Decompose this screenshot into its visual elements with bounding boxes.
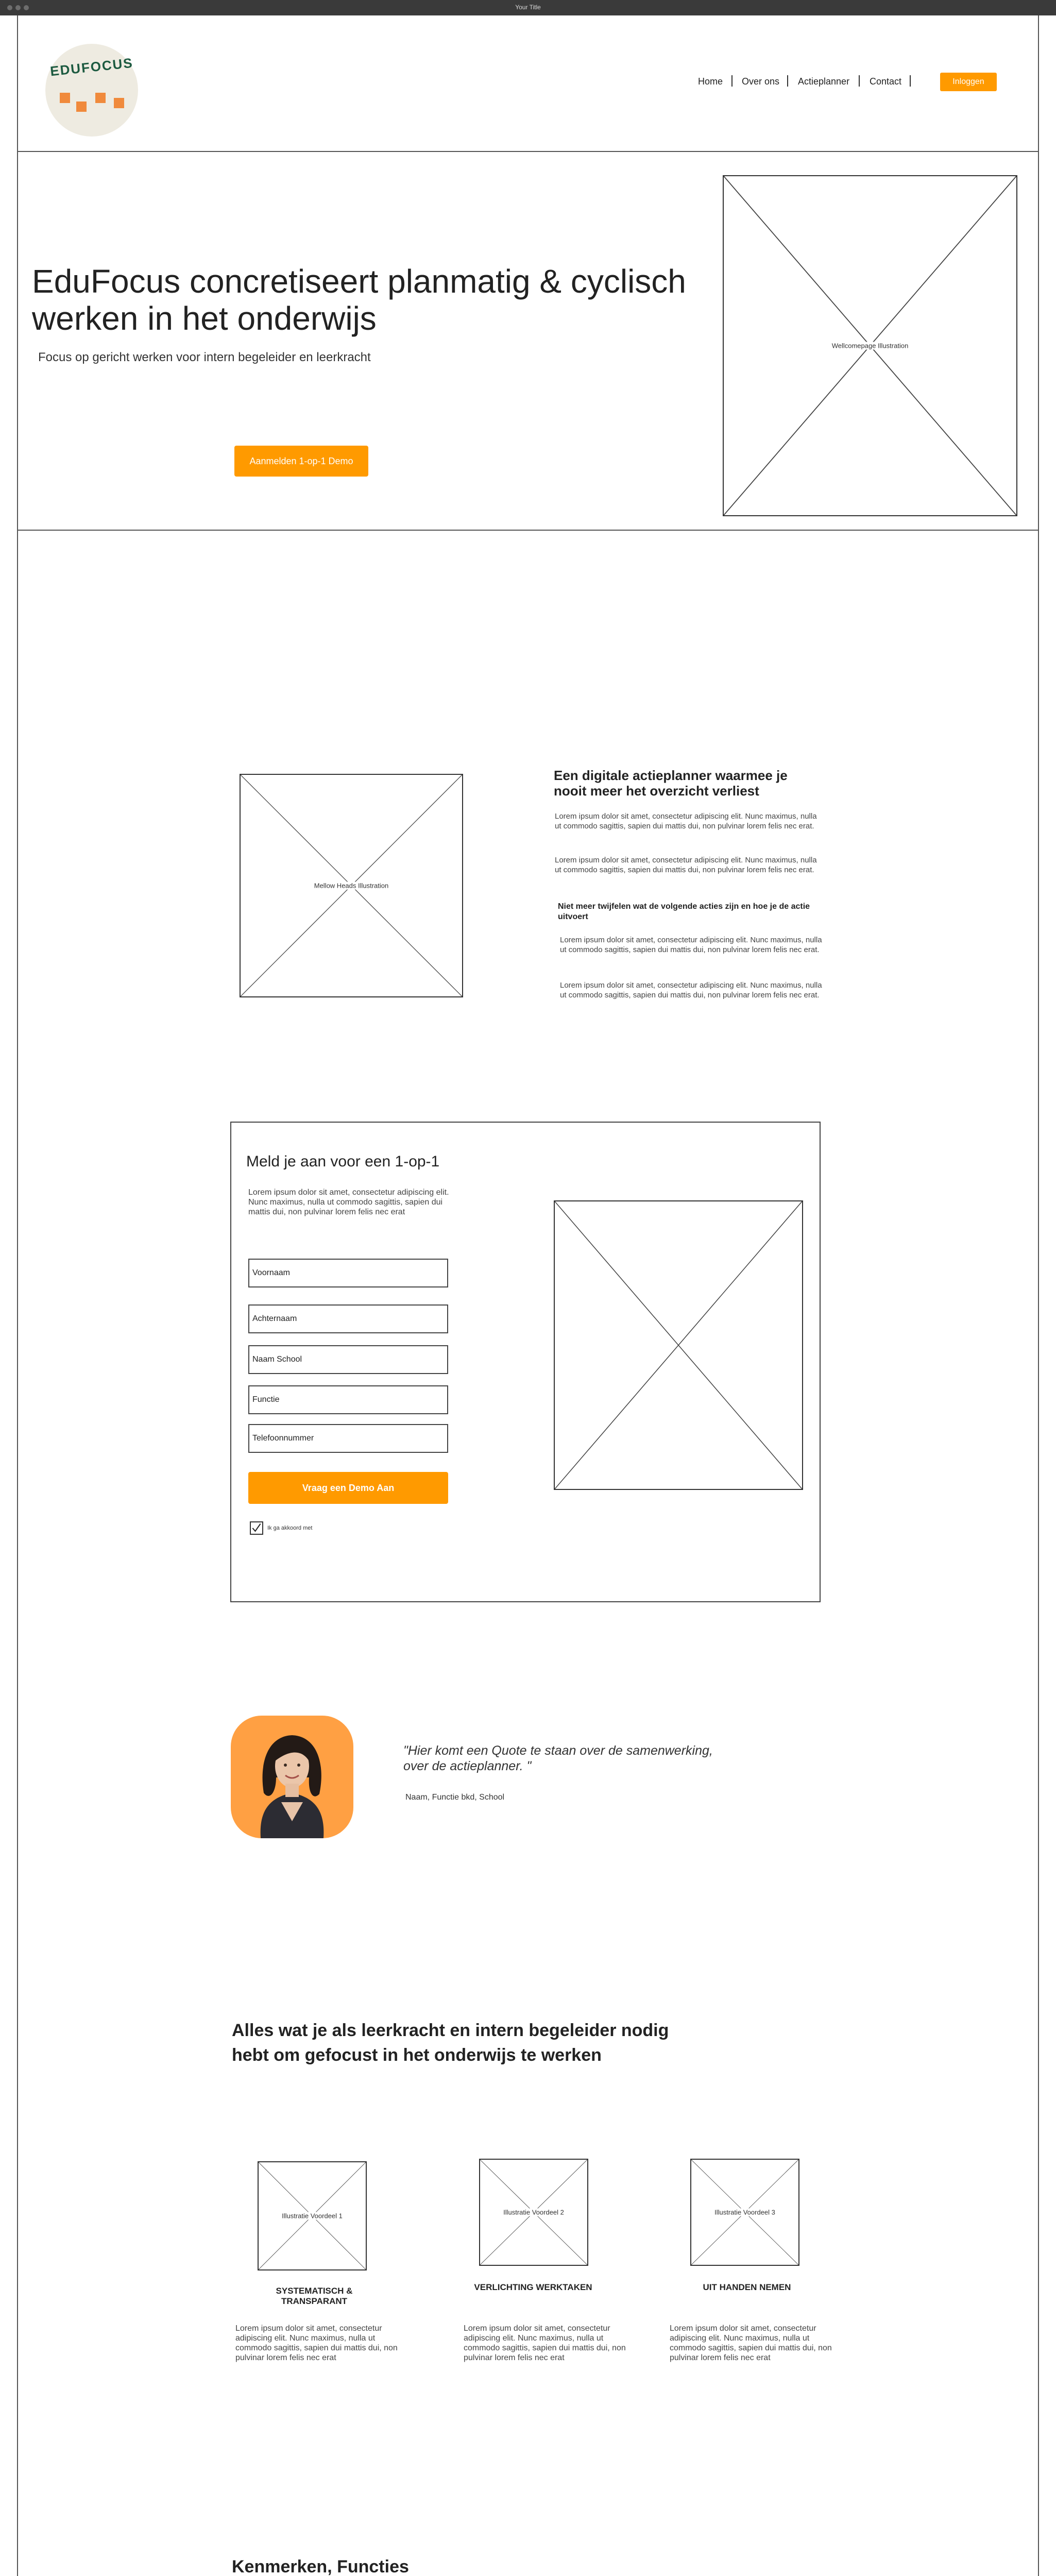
- form-description: Lorem ipsum dolor sit amet, consectetur adipiscing elit. Nunc maximus, nulla ut commodo sagittis, sapien dui mattis dui, non pulvinar lorem felis nec erat: [248, 1188, 449, 1216]
- feature-illustration-placeholder: [258, 2161, 367, 2270]
- login-button[interactable]: Inloggen: [940, 73, 997, 91]
- browser-title: Your Title: [515, 4, 541, 11]
- last-name-field[interactable]: Achternaam: [248, 1304, 448, 1333]
- nav-contact[interactable]: Contact: [870, 76, 902, 87]
- intro-paragraph: Lorem ipsum dolor sit amet, consectetur adipiscing elit. Nunc maximus, nulla ut commodo sagittis, sapien dui mattis dui, non pulvinar lorem felis nec erat.: [555, 812, 817, 831]
- consent-checkbox[interactable]: [250, 1521, 263, 1535]
- feature-illustration-label: Illustratie Voordeel 1: [282, 2212, 343, 2220]
- feature-text: Lorem ipsum dolor sit amet, consectetur adipiscing elit. Nunc maximus, nulla ut commodo sagittis, sapien dui mattis dui, non pulvinar lorem felis nec erat: [464, 2324, 626, 2362]
- intro-paragraph: Lorem ipsum dolor sit amet, consectetur adipiscing elit. Nunc maximus, nulla ut commodo sagittis, sapien dui mattis dui, non pulvinar lorem felis nec erat.: [555, 856, 817, 874]
- person-portrait-icon: [231, 1716, 353, 1838]
- nav-over-ons[interactable]: Over ons: [742, 76, 780, 87]
- hero-illustration-label: Wellcomepage Illustration: [831, 342, 909, 350]
- browser-title-bar: [0, 0, 1056, 15]
- testimonial-avatar: [231, 1716, 353, 1838]
- school-name-field[interactable]: Naam School: [248, 1345, 448, 1374]
- nav-home[interactable]: Home: [698, 76, 723, 87]
- nav-separator: [859, 75, 860, 87]
- testimonial-author: Naam, Functie bkd, School: [405, 1793, 505, 1802]
- form-title: Meld je aan voor een 1-op-1: [246, 1153, 440, 1170]
- feature-text: Lorem ipsum dolor sit amet, consectetur adipiscing elit. Nunc maximus, nulla ut commodo sagittis, sapien dui mattis dui, non pulvinar lorem felis nec erat: [235, 2324, 398, 2362]
- request-demo-button[interactable]: Vraag een Demo Aan: [248, 1472, 448, 1504]
- hero-demo-button[interactable]: Aanmelden 1-op-1 Demo: [234, 446, 368, 477]
- first-name-field[interactable]: Voornaam: [248, 1259, 448, 1287]
- intro-paragraph: Lorem ipsum dolor sit amet, consectetur adipiscing elit. Nunc maximus, nulla ut commodo sagittis, sapien dui mattis dui, non pulvinar lorem felis nec erat.: [560, 936, 822, 954]
- edufocus-logo[interactable]: [45, 44, 138, 137]
- intro-paragraph: Lorem ipsum dolor sit amet, consectetur adipiscing elit. Nunc maximus, nulla ut commodo sagittis, sapien dui mattis dui, non pulvinar lorem felis nec erat.: [560, 981, 822, 999]
- intro-illustration-label: Mellow Heads Illustration: [314, 882, 389, 890]
- logo-square-icon: [114, 98, 124, 108]
- intro-heading: Een digitale actieplanner waarmee je nooit meer het overzicht verliest: [554, 768, 788, 799]
- hero-subtitle: Focus op gericht werken voor intern begeleider en leerkracht: [38, 350, 371, 364]
- features-heading: Alles wat je als leerkracht en intern begeleider nodig hebt om gefocust in het onderwijs te werken: [232, 2021, 669, 2065]
- checkmark-icon: [251, 1522, 262, 1534]
- feature-title: UIT HANDEN NEMEN: [703, 2282, 791, 2292]
- phone-number-field[interactable]: Telefoonnummer: [248, 1424, 448, 1453]
- nav-separator: [910, 75, 911, 87]
- kenmerken-heading: Kenmerken, Functies: [232, 2557, 409, 2576]
- feature-illustration-placeholder: [479, 2159, 588, 2266]
- logo-square-icon: [60, 93, 70, 103]
- hero-illustration-placeholder: [723, 175, 1017, 516]
- logo-text: EDUFOCUS: [49, 55, 134, 79]
- feature-text: Lorem ipsum dolor sit amet, consectetur adipiscing elit. Nunc maximus, nulla ut commodo sagittis, sapien dui mattis dui, non pulvinar lorem felis nec erat: [670, 2324, 832, 2362]
- testimonial-quote: "Hier komt een Quote te staan over de samenwerking, over de actieplanner. ": [403, 1743, 713, 1773]
- nav-separator: [731, 75, 733, 87]
- hero-title: EduFocus concretiseert planmatig & cyclisch werken in het onderwijs: [32, 263, 686, 337]
- intro-illustration-placeholder: [240, 774, 463, 997]
- feature-illustration-label: Illustratie Voordeel 3: [714, 2208, 775, 2216]
- logo-square-icon: [95, 93, 106, 103]
- intro-subheading: Niet meer twijfelen wat de volgende acties zijn en hoe je de actie uitvoert: [558, 902, 810, 921]
- consent-label: Ik ga akkoord met: [267, 1525, 313, 1531]
- function-field[interactable]: Functie: [248, 1385, 448, 1414]
- nav-actieplanner[interactable]: Actieplanner: [798, 76, 850, 87]
- feature-illustration-placeholder: [690, 2159, 799, 2266]
- logo-square-icon: [76, 101, 87, 112]
- nav-separator: [787, 75, 788, 87]
- feature-title: VERLICHTING WERKTAKEN: [474, 2282, 592, 2292]
- feature-illustration-label: Illustratie Voordeel 2: [503, 2208, 564, 2216]
- feature-title: SYSTEMATISCH & TRANSPARANT: [276, 2286, 353, 2306]
- form-illustration-placeholder: [554, 1200, 803, 1490]
